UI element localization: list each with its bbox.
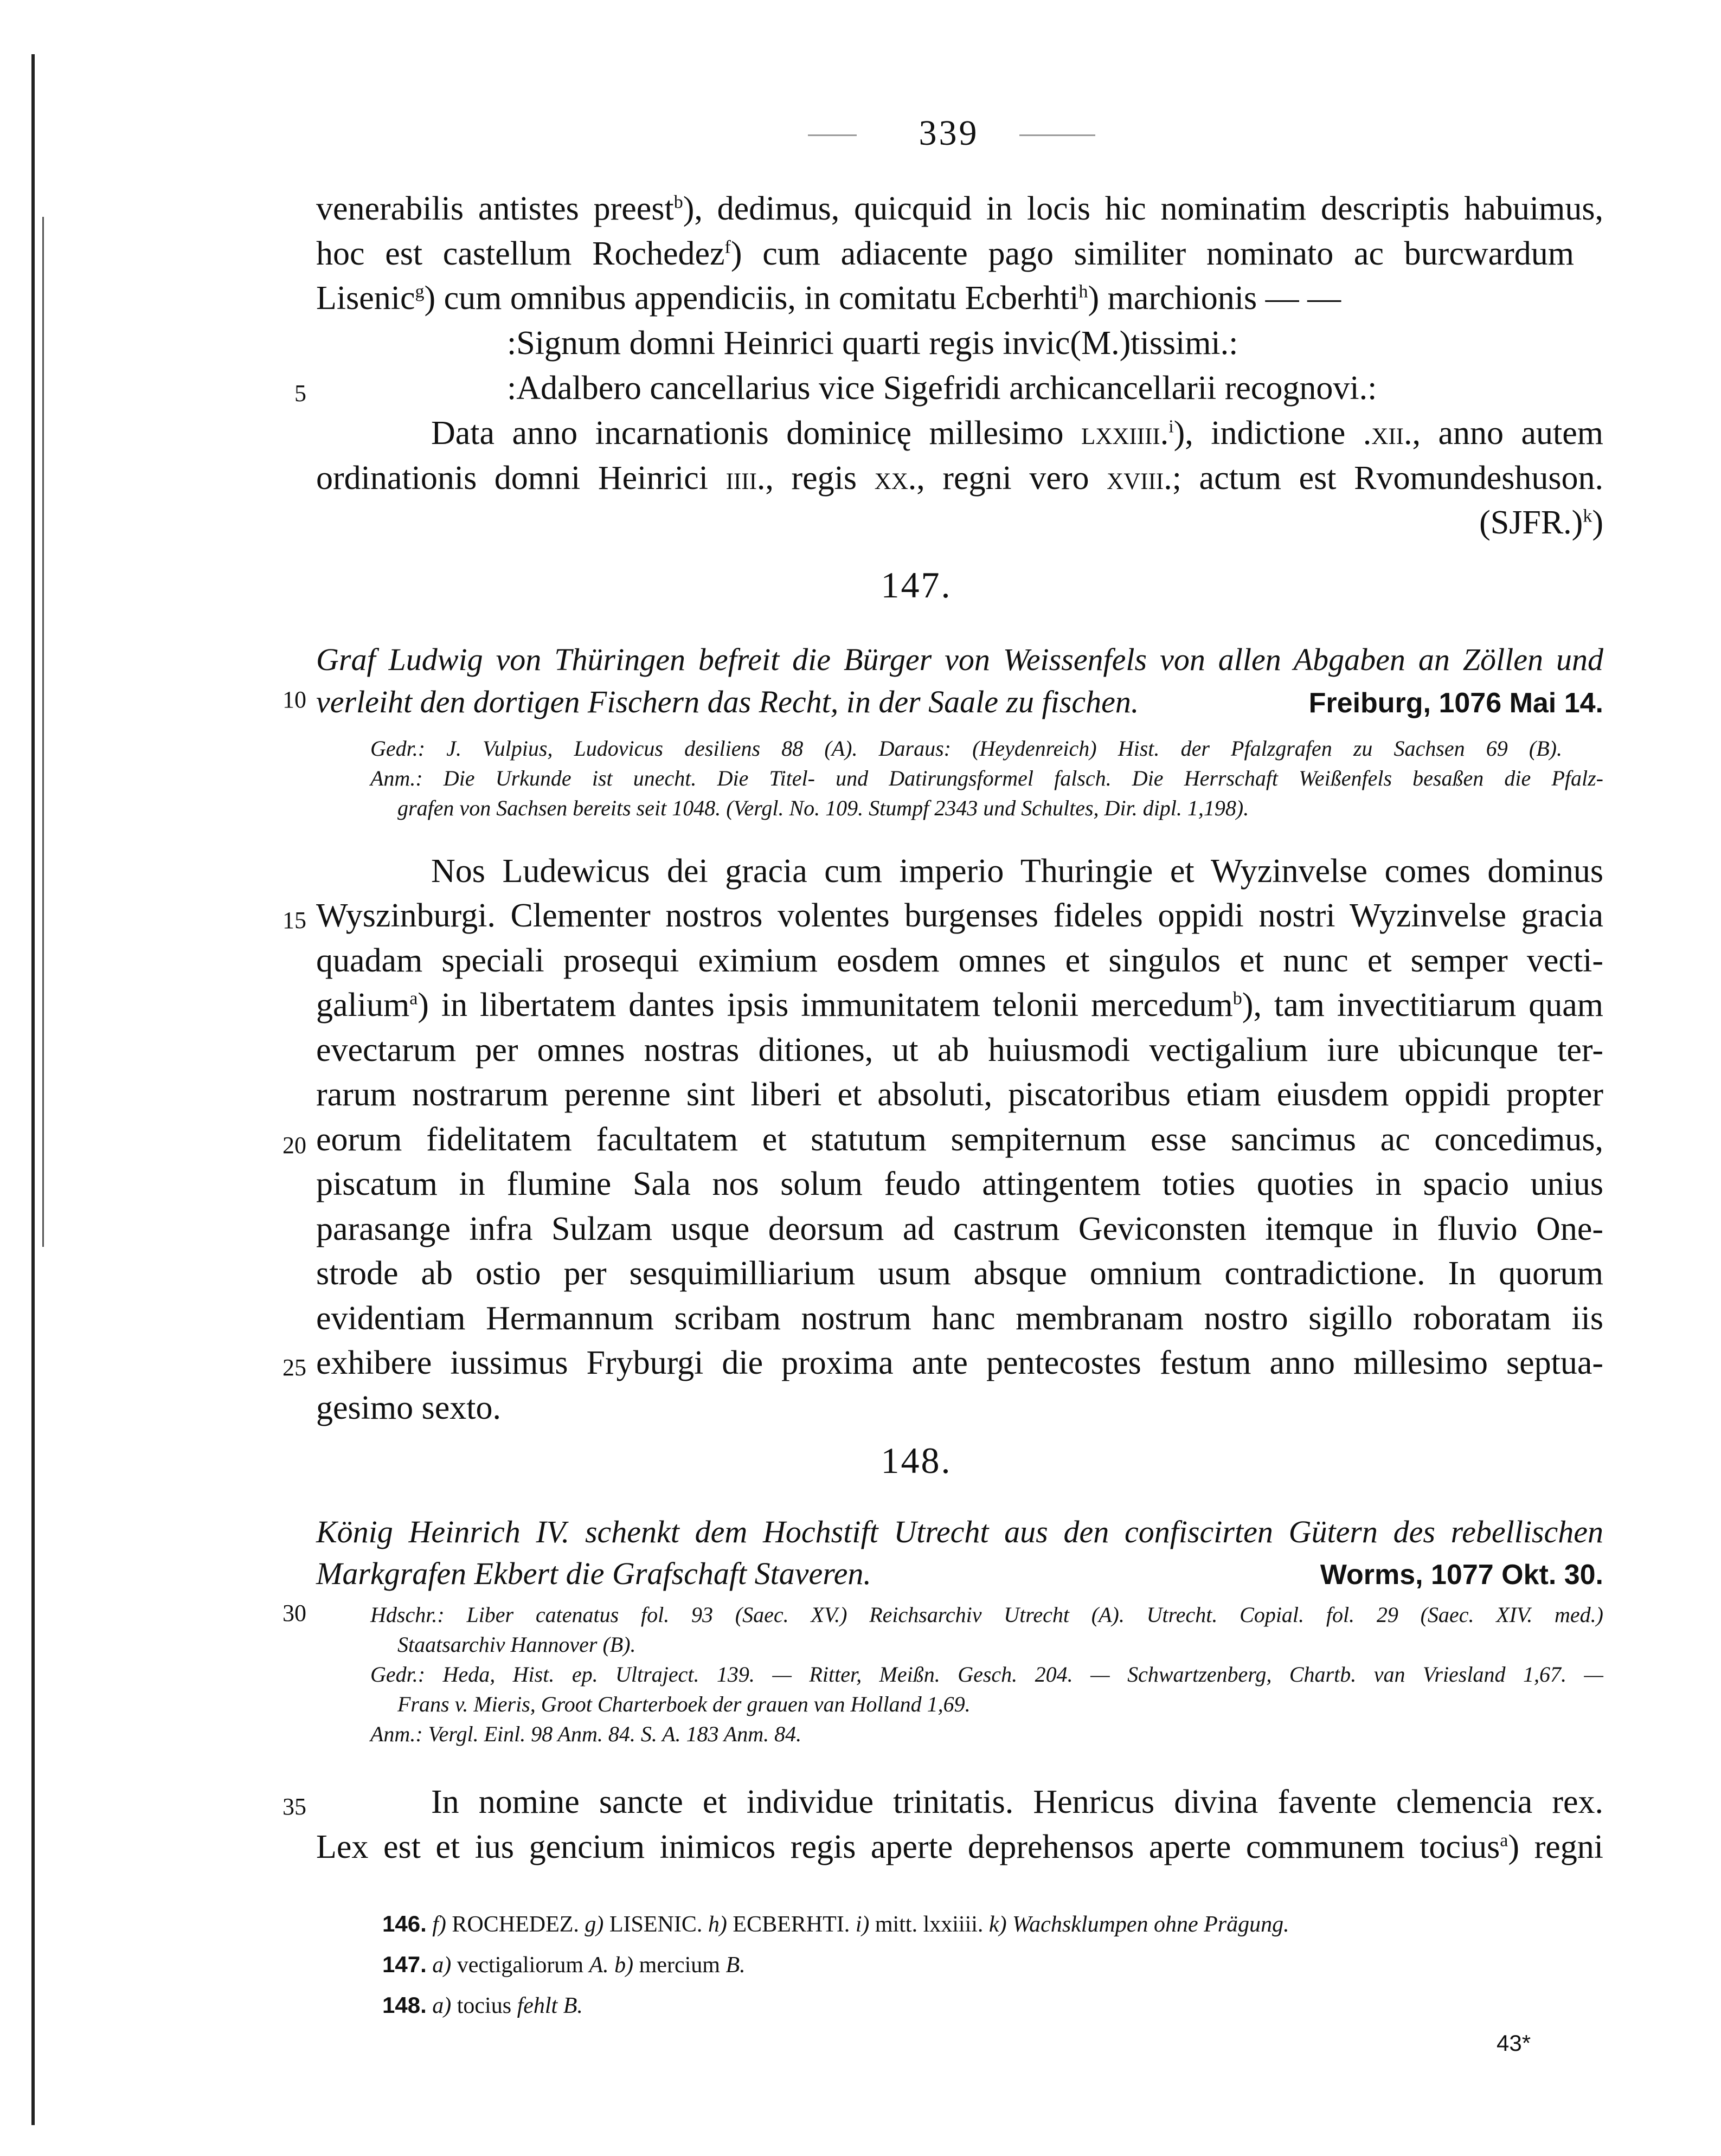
doc148-note: Anm.: Vergl. Einl. 98 Anm. 84. S. A. 183 Anm. 84. <box>370 1722 802 1746</box>
text-line: venerabilis antistes preest$^b$), dedimus, quicquid in locis hic nominatim descriptis habuimus, <box>316 190 1603 227</box>
doc147-heading: verleiht den dortigen Fischern das Recht, in der Saale zu fischen. <box>316 684 1139 719</box>
doc148-text: In nomine sancte et individue trinitatis. Henricus divina favente clemencia rex. <box>431 1784 1603 1820</box>
doc148-note: Hdschr.: Liber catenatus fol. 93 (Saec. XV.) Reichsarchiv Utrecht (A). Utrecht. Copial. fol. 29 (Saec. XIV. med.) <box>370 1602 1603 1627</box>
doc147-heading: Graf Ludwig von Thüringen befreit die Bürger von Weissenfels von allen Abgaben an Zöllen und <box>316 642 1603 677</box>
footnote-146: 146. f) ROCHEDEZ. g) LISENIC. h) ECBERHTI. i) mitt. lxxiiii. k) Wachsklumpen ohne Prägung. <box>382 1911 1289 1937</box>
doc147-text: exhibere iussimus Fryburgi die proxima ante pentecostes festum anno millesimo septua- <box>316 1344 1603 1381</box>
line-number: 30 <box>282 1600 306 1626</box>
signum-line: :Signum domni Heinrici quarti regis invic(M.)tissimi.: <box>507 325 1238 362</box>
doc147-note: grafen von Sachsen bereits seit 1048. (Vergl. No. 109. Stumpf 2343 und Schultes, Dir. dipl. 1,198). <box>397 796 1249 820</box>
doc148-text: Lex est et ius gencium inimicos regis aperte deprehensos aperte communem tocius$^a$) regni <box>316 1829 1603 1865</box>
doc148-note: Frans v. Mieris, Groot Charterboek der grauen van Holland 1,69. <box>397 1692 971 1716</box>
doc-number-148: 148. <box>881 1440 952 1481</box>
doc148-note: Gedr.: Heda, Hist. ep. Ultraject. 139. — Ritter, Meißn. Gesch. 204. — Schwartzenberg, Chartb. van Vriesland 1,67. — <box>370 1662 1603 1687</box>
text-line: hoc est castellum Rochedez$^f$) cum adiacente pago similiter nominato ac burcwardum <box>316 235 1575 272</box>
doc147-note: Gedr.: J. Vulpius, Ludovicus desiliens 88 (A). Daraus: (Heydenreich) Hist. der Pfalzgrafen zu Sachsen 69 (B). <box>370 736 1562 761</box>
doc147-text: rarum nostrarum perenne sint liberi et absoluti, piscatoribus etiam eiusdem oppidi propter <box>316 1076 1603 1113</box>
text-line: Lisenic$^g$) cum omnibus appendiciis, in comitatu Ecberhti$^h$) marchionis — — <box>316 280 1341 317</box>
doc147-text: strode ab ostio per sesquimilliarium usum absque omnium contradictione. In quorum <box>316 1255 1603 1292</box>
footnote-147: 147. a) vectigaliorum A. b) mercium B. <box>382 1952 746 1978</box>
doc147-text: eorum fidelitatem facultatem et statutum sempiternum esse sancimus ac concedimus, <box>316 1121 1603 1158</box>
line-number: 5 <box>294 380 306 407</box>
doc147-text: evectarum per omnes nostras ditiones, ut ab huiusmodi vectigalium iure ubicunque ter- <box>316 1032 1603 1069</box>
doc148-heading: König Heinrich IV. schenkt dem Hochstift Utrecht aus den confiscirten Gütern des rebellischen <box>316 1514 1603 1549</box>
date-line: ordinationis domni Heinrici iiii., regis xx., regni vero xviii.; actum est Rvomundeshuson. <box>316 460 1603 497</box>
doc147-text: evidentiam Hermannum scribam nostrum hanc membranam nostro sigillo roboratam iis <box>316 1300 1603 1337</box>
sheet-mark: 43* <box>1497 2030 1531 2056</box>
doc147-text: galium$^a$) in libertatem dantes ipsis immunitatem telonii mercedum$^b$), tam invectitiarum quam <box>316 987 1603 1024</box>
doc148-note: Staatsarchiv Hannover (B). <box>397 1632 636 1657</box>
scan-edge <box>31 54 35 2125</box>
header-dash-left <box>808 134 857 136</box>
seal-line: (SJFR.)$^k$) <box>1479 504 1603 541</box>
date-line: Data anno incarnationis dominicę millesimo lxxiiii.$^i$), indictione .xii., anno autem <box>431 415 1603 452</box>
doc147-text: Nos Ludewicus dei gracia cum imperio Thuringie et Wyzinvelse comes dominus <box>431 853 1603 890</box>
line-number: 25 <box>282 1354 306 1381</box>
footnote-148: 148. a) tocius fehlt B. <box>382 1992 583 2018</box>
doc147-date: Freiburg, 1076 Mai 14. <box>1308 687 1603 719</box>
line-number: 10 <box>282 686 306 713</box>
scan-edge-inner <box>42 217 44 1247</box>
doc147-text: quadam speciali prosequi eximium eosdem omnes et singulos et nunc et semper vecti- <box>316 942 1603 979</box>
doc-number-147: 147. <box>881 564 952 606</box>
doc147-text: Wyszinburgi. Clementer nostros volentes burgenses fideles oppidi nostri Wyzinvelse gracia <box>316 897 1603 934</box>
header-dash-right <box>1019 134 1095 136</box>
doc147-text: parasange infra Sulzam usque deorsum ad castrum Geviconsten itemque in fluvio One- <box>316 1211 1603 1247</box>
doc147-text: piscatum in flumine Sala nos solum feudo attingentem toties quoties in spacio unius <box>316 1166 1603 1202</box>
page-number: 339 <box>919 113 979 153</box>
line-number: 20 <box>282 1132 306 1159</box>
doc147-note: Anm.: Die Urkunde ist unecht. Die Titel- und Datirungsformel falsch. Die Herrschaft Weißenfels besaßen die Pfalz- <box>370 766 1603 790</box>
line-number: 35 <box>282 1793 306 1820</box>
recognition-line: :Adalbero cancellarius vice Sigefridi archicancellarii recognovi.: <box>507 370 1377 407</box>
doc147-text: gesimo sexto. <box>316 1389 501 1426</box>
doc148-heading: Markgrafen Ekbert die Grafschaft Staveren. <box>316 1556 871 1591</box>
doc148-date: Worms, 1077 Okt. 30. <box>1320 1559 1603 1591</box>
line-number: 15 <box>282 907 306 934</box>
